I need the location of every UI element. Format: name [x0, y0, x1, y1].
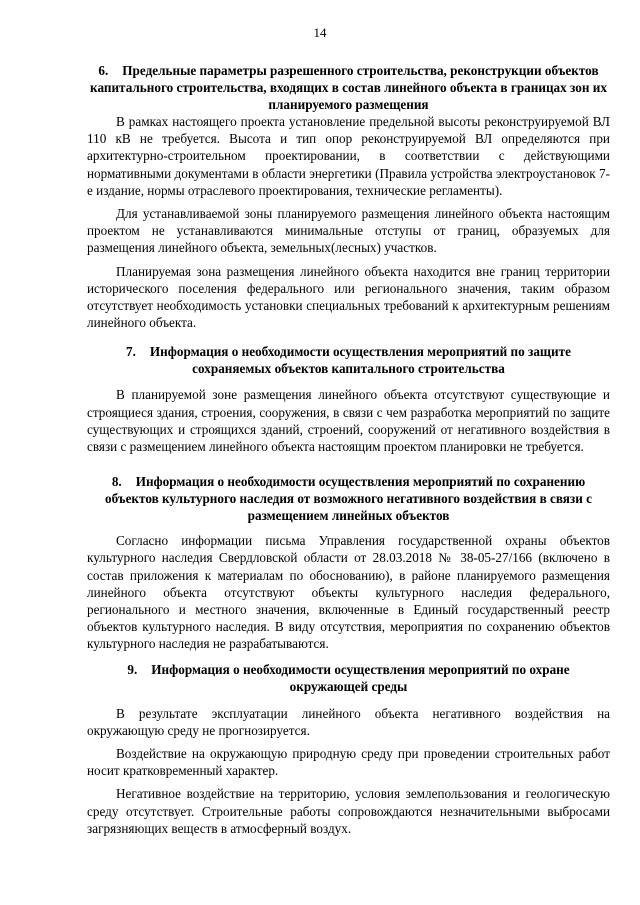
section-9-paragraph-3: Негативное воздействие на территорию, условия землепользования и геологическую среду отсутствует. Строительные работы сопровождаются незначительными выбросами загрязняющих веществ в атмосферный воздух.: [87, 786, 610, 836]
section-9: [87, 661, 610, 837]
section-9-paragraph-1: В результате эксплуатации линейного объекта негативного воздействия на окружающую среду не прогнозируется.: [87, 705, 610, 738]
section-9-heading: [87, 661, 610, 695]
section-6-paragraph-3: Планируемая зона размещения линейного объекта находится вне границ территории исторического поселения федерального или регионального значения, таким образом отсутствует необходимость установки специальных требований к архитектурным решениям линейного объекта.: [87, 263, 610, 331]
document-body: [87, 62, 610, 837]
section-9-number: 9.: [127, 661, 138, 677]
section-6: [87, 62, 610, 331]
section-7: [87, 343, 610, 455]
section-7-title: Информация о необходимости осуществления мероприятий по защите сохраняемых объектов капитального строительства: [149, 344, 571, 377]
section-6-paragraph-1: В рамках настоящего проекта установление предельной высоты реконструируемой ВЛ 110 кВ не требуется. Высота и тип опор реконструируемой ВЛ определяются при архитектурно-строительном проектировании, в соответствии с действующими нормативными документами в области энергетики (Правила устройства электроустановок 7-е издание, нормы отраслевого проектирования, технические регламенты).: [87, 114, 610, 198]
section-6-heading: [87, 62, 610, 113]
section-9-title: Информация о необходимости осуществления мероприятий по охране окружающей среды: [151, 661, 570, 694]
section-8-title: Информация о необходимости осуществления мероприятий по сохранению объектов культурного наследия от возможного негативного воздействия в связи с размещением линейных объектов: [105, 474, 592, 524]
section-8: [87, 473, 610, 652]
page-number: 14: [313, 25, 327, 40]
section-7-heading: [87, 343, 610, 377]
section-8-number: 8.: [111, 474, 122, 490]
section-6-paragraph-2: Для устанавливаемой зоны планируемого размещения линейного объекта настоящим проектом не устанавливаются минимальные отступы от границ, образуемых для размещения линейного объекта, земельных(лесных) участков.: [87, 206, 610, 256]
section-7-paragraph-1: В планируемой зоне размещения линейного объекта отсутствуют существующие и строящиеся здания, строения, сооружения, в связи с чем разработка мероприятий по защите существующих и строящихся зданий, строений, сооружений от негативного воздействия в связи с размещением линейного объекта настоящим проектом планировки не требуется.: [87, 387, 610, 455]
section-9-paragraph-2: Воздействие на окружающую природную среду при проведении строительных работ носит кратковременный характер.: [87, 746, 610, 779]
section-7-number: 7.: [126, 344, 136, 360]
section-8-paragraph-1: Согласно информации письма Управления государственной охраны объектов культурного наследия Свердловской области от 28.03.2018 № 38-05-27/166 (включено в состав приложения к материалам по обоснованию), в районе планируемого размещения линейного объекта отсутствуют объекты культурного наследия федерального, регионального и местного значения, включенные в Единый государственный реестр объектов культурного наследия. В виду отсутствия, мероприятия по сохранению объектов культурного наследия не разрабатываются.: [87, 533, 610, 652]
section-6-number: 6.: [98, 63, 109, 78]
section-8-heading: [87, 473, 610, 524]
section-6-title: Предельные параметры разрешенного строительства, реконструкции объектов капитального строительства, входящих в состав линейного объекта в границах зон их планируемого размещения: [90, 63, 607, 112]
